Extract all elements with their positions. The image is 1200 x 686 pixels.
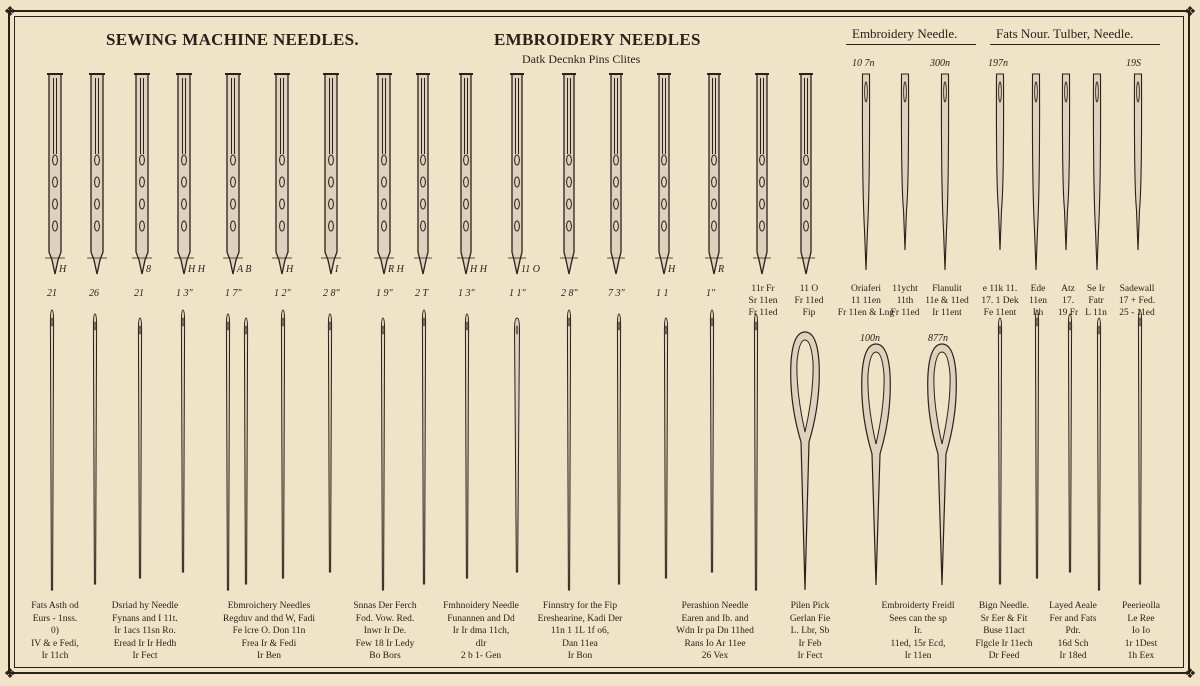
needle-spec-text: 17. — [1062, 296, 1074, 306]
machine-needle-shank — [512, 74, 522, 274]
hand-needle — [998, 318, 1001, 584]
caption-line: Dan 11ea — [562, 638, 598, 649]
needle-spec-text: 11th — [896, 296, 914, 306]
caption-line: Eurs - 1nss. — [32, 613, 78, 624]
hand-needle — [50, 310, 53, 590]
needle-spec-text: Fr 11ed — [794, 296, 824, 306]
caption-line: 1r 1Dest — [1124, 638, 1158, 649]
section-title-right-2: Fats Nour. Tulber, Needle. — [996, 26, 1134, 41]
machine-needle-shank — [49, 74, 61, 274]
needle-spec-text: 11 O — [799, 284, 819, 294]
needle-sub-mark: H — [668, 264, 676, 275]
hand-needle — [244, 318, 247, 584]
caption-line: Gerlan Fie — [789, 613, 831, 624]
needle-sub-mark: H H — [470, 264, 487, 275]
caption-line: 11n 1 1L 1f o6, — [550, 626, 610, 636]
caption-line: Ir Feb — [798, 638, 822, 649]
needle-eye — [1096, 82, 1099, 102]
needle-spec-text: Fatr — [1088, 296, 1104, 306]
caption-line: Sees can the sp — [889, 613, 947, 624]
embroidery-needle — [862, 74, 869, 270]
caption-line: Fats Asth od — [31, 601, 79, 611]
needle-spec-text: Sr 11en — [748, 296, 778, 306]
hand-needle — [422, 310, 425, 584]
machine-needle-shank — [461, 74, 471, 274]
needle-sub-mark: I — [335, 264, 339, 275]
needle-spec-text: Se Ir — [1086, 284, 1106, 294]
caption-line: Pdr. — [1065, 626, 1081, 636]
caption-line: 11ed, 15r Ecd, — [890, 638, 946, 649]
needle-spec-text: L 11n — [1085, 308, 1107, 318]
caption-line: Dsriad hy Needle — [111, 601, 179, 611]
section-title-embroidery: EMBROIDERY NEEDLES — [494, 30, 701, 49]
caption-line: Ir Bon — [567, 651, 593, 661]
embroidery-needle — [941, 74, 948, 270]
needle-eye — [865, 82, 868, 102]
needle-spec-text: Ir 11ent — [932, 308, 962, 318]
needle-sub-mark: 8 — [146, 264, 151, 275]
caption-line: Ir Fect — [132, 651, 158, 661]
needle-caption — [443, 600, 519, 663]
caption-line: L. Lbr, Sb — [790, 626, 830, 636]
hand-needle — [617, 314, 620, 584]
caption-line: Ir 1acs 11sn Ro. — [114, 626, 176, 636]
needle-spec-text: Fr 11ed — [890, 308, 920, 318]
caption-line: Funannen and Dd — [447, 613, 515, 624]
needle-eye — [1137, 82, 1140, 102]
embroidery-needle — [1032, 74, 1039, 270]
needle-sub-mark: H H — [188, 264, 205, 275]
caption-line: Wdn Ir pa Dn 11hed — [676, 626, 754, 636]
needle-caption — [881, 600, 954, 663]
needle-size-label: 26 — [89, 288, 99, 299]
needle-eye — [904, 82, 907, 102]
needle-size-label: 21 — [47, 288, 57, 299]
hand-needle — [93, 314, 96, 584]
size-mark: 877n — [928, 333, 948, 344]
caption-line: Fmhnoidery Needle — [443, 601, 519, 611]
caption-line: Ir 11en — [904, 651, 932, 661]
hand-needle — [328, 314, 331, 572]
needle-size-label: 1 1 — [656, 288, 669, 299]
machine-needle-shank — [276, 74, 288, 274]
caption-line: Sr Eer & Fit — [980, 613, 1028, 624]
caption-line: Peerieolla — [1122, 601, 1160, 611]
caption-line: Le Ree — [1127, 613, 1155, 624]
caption-line: 0) — [51, 626, 59, 636]
caption-line: Fod. Vow. Red. — [355, 613, 415, 624]
needle-caption — [223, 600, 315, 663]
caption-line: Flgcle Ir 11ech — [975, 638, 1033, 649]
caption-line: Embroiderty Freidl — [881, 601, 955, 611]
machine-needle-shank — [757, 74, 767, 274]
caption-line: Fynans and I 11t. — [112, 613, 178, 624]
needle-spec-text: Fr 11en & Lng — [837, 308, 895, 318]
machine-needle-shank — [136, 74, 148, 274]
needle-eye — [999, 82, 1002, 102]
machine-needle-shank — [325, 74, 337, 274]
needle-sub-mark: H — [286, 264, 294, 275]
size-mark: 19S — [1126, 58, 1141, 69]
machine-needle-shank — [418, 74, 428, 274]
needle-size-label: 1 1" — [509, 288, 526, 299]
hand-needle — [181, 310, 184, 572]
hand-needle — [381, 318, 384, 590]
caption-line: Frea Ir & Fedi — [241, 638, 297, 649]
needle-spec-text: Atz — [1061, 284, 1075, 294]
needle-size-label: 2 T — [415, 288, 429, 299]
needle-caption — [676, 600, 754, 663]
corner-ornament-icon: ❖ — [3, 4, 17, 20]
caption-line: Ir 18ed — [1059, 651, 1087, 661]
caption-line: Fe lcre O. Don 11n — [232, 626, 306, 636]
machine-needle-shank — [91, 74, 103, 274]
section-title-sewing: SEWING MACHINE NEEDLES. — [106, 30, 359, 49]
needle-size-label: 7 3" — [608, 288, 625, 299]
needle-size-label: 1 2" — [274, 288, 291, 299]
hand-needle — [1097, 318, 1100, 590]
machine-needle-shank — [378, 74, 390, 274]
machine-needle-shank — [564, 74, 574, 274]
caption-line: Bo Bors — [369, 651, 401, 661]
needle-size-label: 1 3" — [176, 288, 193, 299]
needle-caption — [31, 600, 79, 663]
caption-line: Pilen Pick — [790, 601, 830, 611]
needle-spec-text: Lh — [1032, 308, 1044, 318]
corner-ornament-icon: ❖ — [1183, 666, 1197, 682]
caption-line: 16d Sch — [1057, 638, 1089, 649]
hand-needle — [664, 318, 667, 578]
caption-line: Io Io — [1131, 626, 1151, 636]
needle-spec-text: Ede — [1030, 284, 1046, 294]
caption-line: Ir Fect — [797, 651, 823, 661]
needle-spec-text: 19 Fr — [1057, 308, 1079, 318]
needle-caption — [353, 600, 416, 663]
hand-needle — [710, 310, 713, 572]
corner-ornament-icon: ❖ — [3, 666, 17, 682]
caption-line: Buse 11act — [983, 626, 1025, 636]
needle-size-label: 21 — [134, 288, 144, 299]
needle-caption — [975, 600, 1032, 663]
section-subtitle: Datk Decnkn Pins Clites — [522, 52, 641, 66]
needle-spec-text: Fr 11ed — [748, 308, 778, 318]
hand-needle — [567, 310, 570, 590]
needle-spec-text: Oriaferi — [850, 284, 882, 294]
needle-caption — [538, 600, 623, 663]
size-mark: 100n — [860, 333, 880, 344]
needle-sub-mark: R — [718, 264, 725, 275]
caption-line: Earen and Ib. and — [681, 613, 749, 624]
needle-sub-mark: R H — [388, 264, 404, 275]
needle-spec-text: 11 11en — [851, 296, 881, 306]
caption-line: 26 Vex — [701, 651, 729, 661]
machine-needle-shank — [709, 74, 719, 274]
size-mark: 300n — [930, 58, 950, 69]
caption-line: Regduv and thd W, Fadi — [222, 613, 316, 624]
needle-spec-text: 17. 1 Dek — [981, 296, 1019, 306]
needle-eye — [944, 82, 947, 102]
needle-spec-text: 25 - 11ed — [1119, 308, 1155, 318]
hand-needle — [515, 318, 520, 572]
embroidery-needle — [1093, 74, 1100, 270]
caption-line: Few 18 Ir Ledy — [355, 638, 415, 649]
size-mark: 197n — [988, 58, 1008, 69]
corner-ornament-icon: ❖ — [1183, 4, 1197, 20]
needle-spec-text: 11r Fr — [751, 284, 775, 294]
needle-spec-text: Sadewall — [1119, 284, 1155, 294]
machine-needle-shank — [227, 74, 239, 274]
caption-line: Inwr Ir De. — [363, 626, 407, 636]
hand-needle — [754, 314, 757, 590]
needle-caption — [790, 600, 830, 663]
needle-sub-mark: 11 O — [521, 264, 540, 275]
needle-spec-text: Fe 11ent — [983, 308, 1017, 318]
needle-caption — [112, 600, 178, 663]
caption-line: IV & e Fedi, — [31, 638, 79, 649]
needle-caption — [1122, 600, 1160, 663]
needle-spec-text: Flanulit — [932, 284, 962, 294]
caption-line: Rans Io Ar 11ee — [684, 638, 746, 649]
caption-line: Ebmroichery Needles — [227, 601, 311, 611]
caption-line: Ir. — [913, 626, 923, 636]
needle-size-label: 1 3" — [458, 288, 475, 299]
caption-line: Perashion Needle — [681, 601, 749, 611]
caption-line: Ir 11ch — [41, 651, 69, 661]
hand-needle — [1035, 310, 1038, 578]
caption-line: Ir Ir dma 11ch, — [452, 626, 510, 636]
needle-size-label: 1" — [706, 288, 716, 299]
needle-sub-mark: A B — [237, 264, 252, 275]
needle-size-label: 2 8" — [561, 288, 578, 299]
needle-spec-text: e 11k 11. — [982, 284, 1018, 294]
needle-caption — [1049, 600, 1097, 663]
hand-needle — [1138, 310, 1141, 584]
caption-line: Fer and Fats — [1049, 613, 1097, 624]
hand-needle — [226, 314, 229, 590]
machine-needle-shank — [178, 74, 190, 274]
caption-line: Snnas Der Ferch — [353, 601, 417, 611]
needle-spec-text: 11e & 11ed — [925, 296, 969, 306]
caption-line: Layed Aeale — [1049, 601, 1097, 611]
needle-size-label: 1 7" — [225, 288, 242, 299]
caption-line: 1h Eex — [1127, 651, 1155, 661]
machine-needle-shank — [659, 74, 669, 274]
section-title-right-1: Embroidery Needle. — [852, 26, 958, 41]
needle-sub-mark: H — [59, 264, 67, 275]
caption-line: Dr Feed — [988, 651, 1020, 661]
needle-spec-text: Fip — [802, 308, 816, 318]
caption-line: dlr — [475, 638, 487, 649]
needle-eye — [1065, 82, 1068, 102]
needle-spec-text: 11ycht — [892, 284, 918, 294]
caption-line: Ereshearine, Kadi Der — [537, 613, 623, 624]
caption-line: Finnstry for the Fip — [542, 601, 618, 611]
needle-size-label: 1 9" — [376, 288, 393, 299]
hand-needle — [281, 310, 284, 578]
needle-size-label: 2 8" — [323, 288, 340, 299]
needle-eye — [1035, 82, 1038, 102]
caption-line: Eread Ir Ir Hedh — [113, 638, 177, 649]
caption-line: 2 b 1- Gen — [460, 651, 502, 661]
needle-spec-text: 17 + Fed. — [1118, 296, 1156, 306]
hand-needle — [138, 318, 141, 578]
size-mark: 10 7n — [852, 58, 875, 69]
caption-line: Ir Ben — [256, 651, 282, 661]
hand-needle — [1068, 314, 1071, 572]
hand-needle — [465, 314, 468, 578]
machine-needle-shank — [801, 74, 811, 274]
caption-line: Bign Needle. — [978, 601, 1030, 611]
needle-spec-text: 11en — [1028, 296, 1048, 306]
machine-needle-shank — [611, 74, 621, 274]
